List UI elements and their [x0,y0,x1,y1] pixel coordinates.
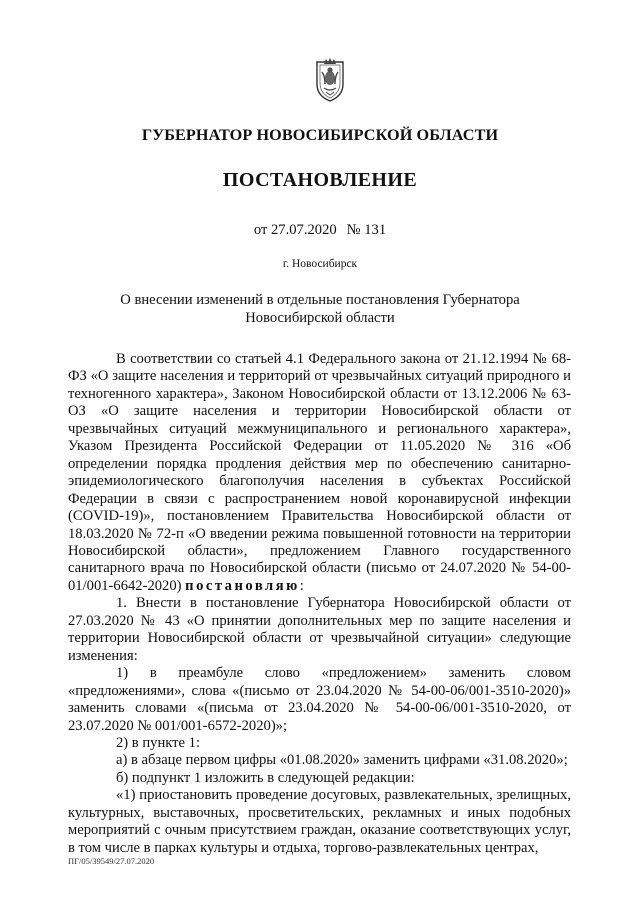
document-date: от 27.07.2020 [253,222,337,238]
issuing-authority: ГУБЕРНАТОР НОВОСИБИРСКОЙ ОБЛАСТИ [141,126,499,144]
issue-place: г. Новосибирск [282,258,358,270]
subject-line-2: Новосибирской области [245,310,395,326]
resolve-word: постановляю [185,577,300,594]
document-number: № 131 [346,222,387,238]
clause-1: 1. Внести в постановление Губернатора Новосибирской области от 27.03.2020 № 43 «О принятии дополнительных мер по защите населения и территории Новосибирской области от чрезвычайной ситуации» следующие изменения: [68,595,571,664]
subclause-1: 1) в преамбуле слово «предложением» заменить словом «предложениями», слова «(письмо от 23.04.2020 № 54-00-06/001-3510-2020)» заменить словами «(письма от 23.04.2020 № 54-00-06/001-3510-2020, от 23.07.2020 № 001/001-6572-2020)»; [68,665,571,734]
preamble-paragraph [68,351,571,595]
preamble-text: В соответствии со статьей 4.1 Федерального закона от 21.12.1994 № 68-ФЗ «О защите населения и территорий от чрезвычайных ситуаций природного и техногенного характера», Законом Новосибирской области от 13.12.2006 № 63-ОЗ «О защите населения и территории Новосибирской области от чрезвычайных ситуаций межмуниципального и регионального характера», Указом Президента Российской Федерации от 11.05.2020 № 316 «Об определении порядка продления действия мер по обеспечению санитарно-эпидемиологического благополучия населения в субъектах Российской Федерации в связи с распространением новой коронавирусной инфекции (COVID-19)», постановлением Правительства Новосибирской области от 18.03.2020 № 72-п «О введении режима повышенной готовности на территории Новосибирской области», предложением Главного государственного санитарного врача по Новосибирской области (письмо от 24.07.2020 № 54-00-01/001-6642-2020) [68,351,571,594]
document-type-title: ПОСТАНОВЛЕНИЕ [222,169,418,191]
document-subject [100,291,540,327]
subclause-2a: а) в абзаце первом цифры «01.08.2020» заменить цифрами «31.08.2020»; [116,752,568,769]
document-date-number [0,222,640,239]
preamble-end: : [299,577,304,594]
footer-document-code: ПГ/05/39549/27.07.2020 [68,856,155,866]
quoted-subclause: «1) приостановить проведение досуговых, развлекательных, зрелищных, культурных, выставочных, просветительских, рекламных и иных подобных мероприятий с очным присутствием граждан, оказание соответствующих услуг, в том числе в парках культуры и отдыха, торгово-развлекательных центрах, [68,787,571,856]
document-body [68,351,571,857]
coat-of-arms-emblem [314,58,346,102]
subject-line-1: О внесении изменений в отдельные постановления Губернатора [120,292,520,308]
subclause-2: 2) в пункте 1: [116,734,201,751]
subclause-2b: б) подпункт 1 изложить в следующей редакции: [116,769,415,786]
